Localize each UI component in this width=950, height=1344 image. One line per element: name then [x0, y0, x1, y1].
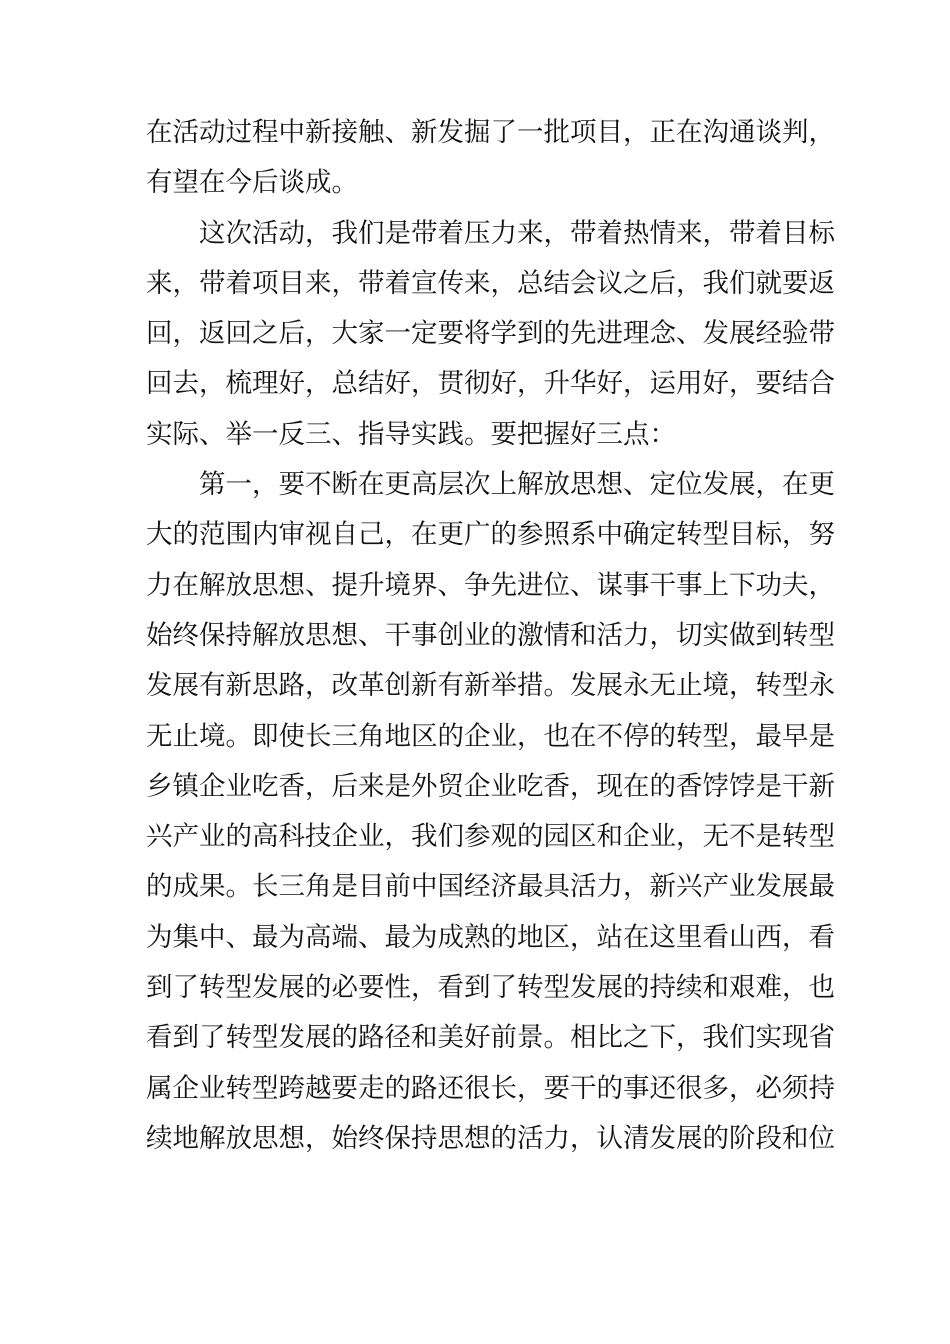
text-line: 在活动过程中新接触、新发掘了一批项目，正在沟通谈判，: [146, 117, 835, 148]
text-line: 续地解放思想，始终保持思想的活力，认清发展的阶段和位: [146, 1122, 835, 1154]
text-line: 实际、举一反三、指导实践。要把握好三点：: [146, 418, 676, 450]
text-line: 这次活动，我们是带着压力来，带着热情来，带着目标: [199, 217, 835, 249]
text-line: 看到了转型发展的路径和美好前景。相比之下，我们实现省: [146, 1022, 835, 1054]
text-line: 属企业转型跨越要走的路还很长，要干的事还很多，必须持: [146, 1072, 835, 1104]
text-line: 力在解放思想、提升境界、争先进位、谋事干事上下功夫，: [146, 569, 835, 601]
text-line: 始终保持解放思想、干事创业的激情和活力，切实做到转型: [146, 619, 835, 651]
text-line: 无止境。即使长三角地区的企业，也在不停的转型，最早是: [146, 720, 835, 752]
text-line: 来，带着项目来，带着宣传来，总结会议之后，我们就要返: [146, 267, 835, 299]
text-line: 有望在今后谈成。: [146, 167, 358, 199]
text-line: 第一，要不断在更高层次上解放思想、定位发展，在更: [199, 469, 835, 501]
text-line: 发展有新思路，改革创新有新举措。发展永无止境，转型永: [146, 670, 835, 702]
body-text: [146, 108, 835, 1164]
text-line: 乡镇企业吃香，后来是外贸企业吃香，现在的香饽饽是干新: [146, 770, 835, 802]
text-line: 到了转型发展的必要性，看到了转型发展的持续和艰难，也: [146, 972, 835, 1004]
text-line: 的成果。长三角是目前中国经济最具活力，新兴产业发展最: [146, 871, 835, 903]
text-line: 回去，梳理好，总结好，贯彻好，升华好，运用好，要结合: [146, 368, 835, 400]
text-line: 为集中、最为高端、最为成熟的地区，站在这里看山西，看: [146, 921, 835, 953]
text-line: 回，返回之后，大家一定要将学到的先进理念、发展经验带: [146, 318, 835, 350]
text-line: 兴产业的高科技企业，我们参观的园区和企业，无不是转型: [146, 821, 835, 853]
text-line: 大的范围内审视自己，在更广的参照系中确定转型目标，努: [146, 519, 835, 551]
